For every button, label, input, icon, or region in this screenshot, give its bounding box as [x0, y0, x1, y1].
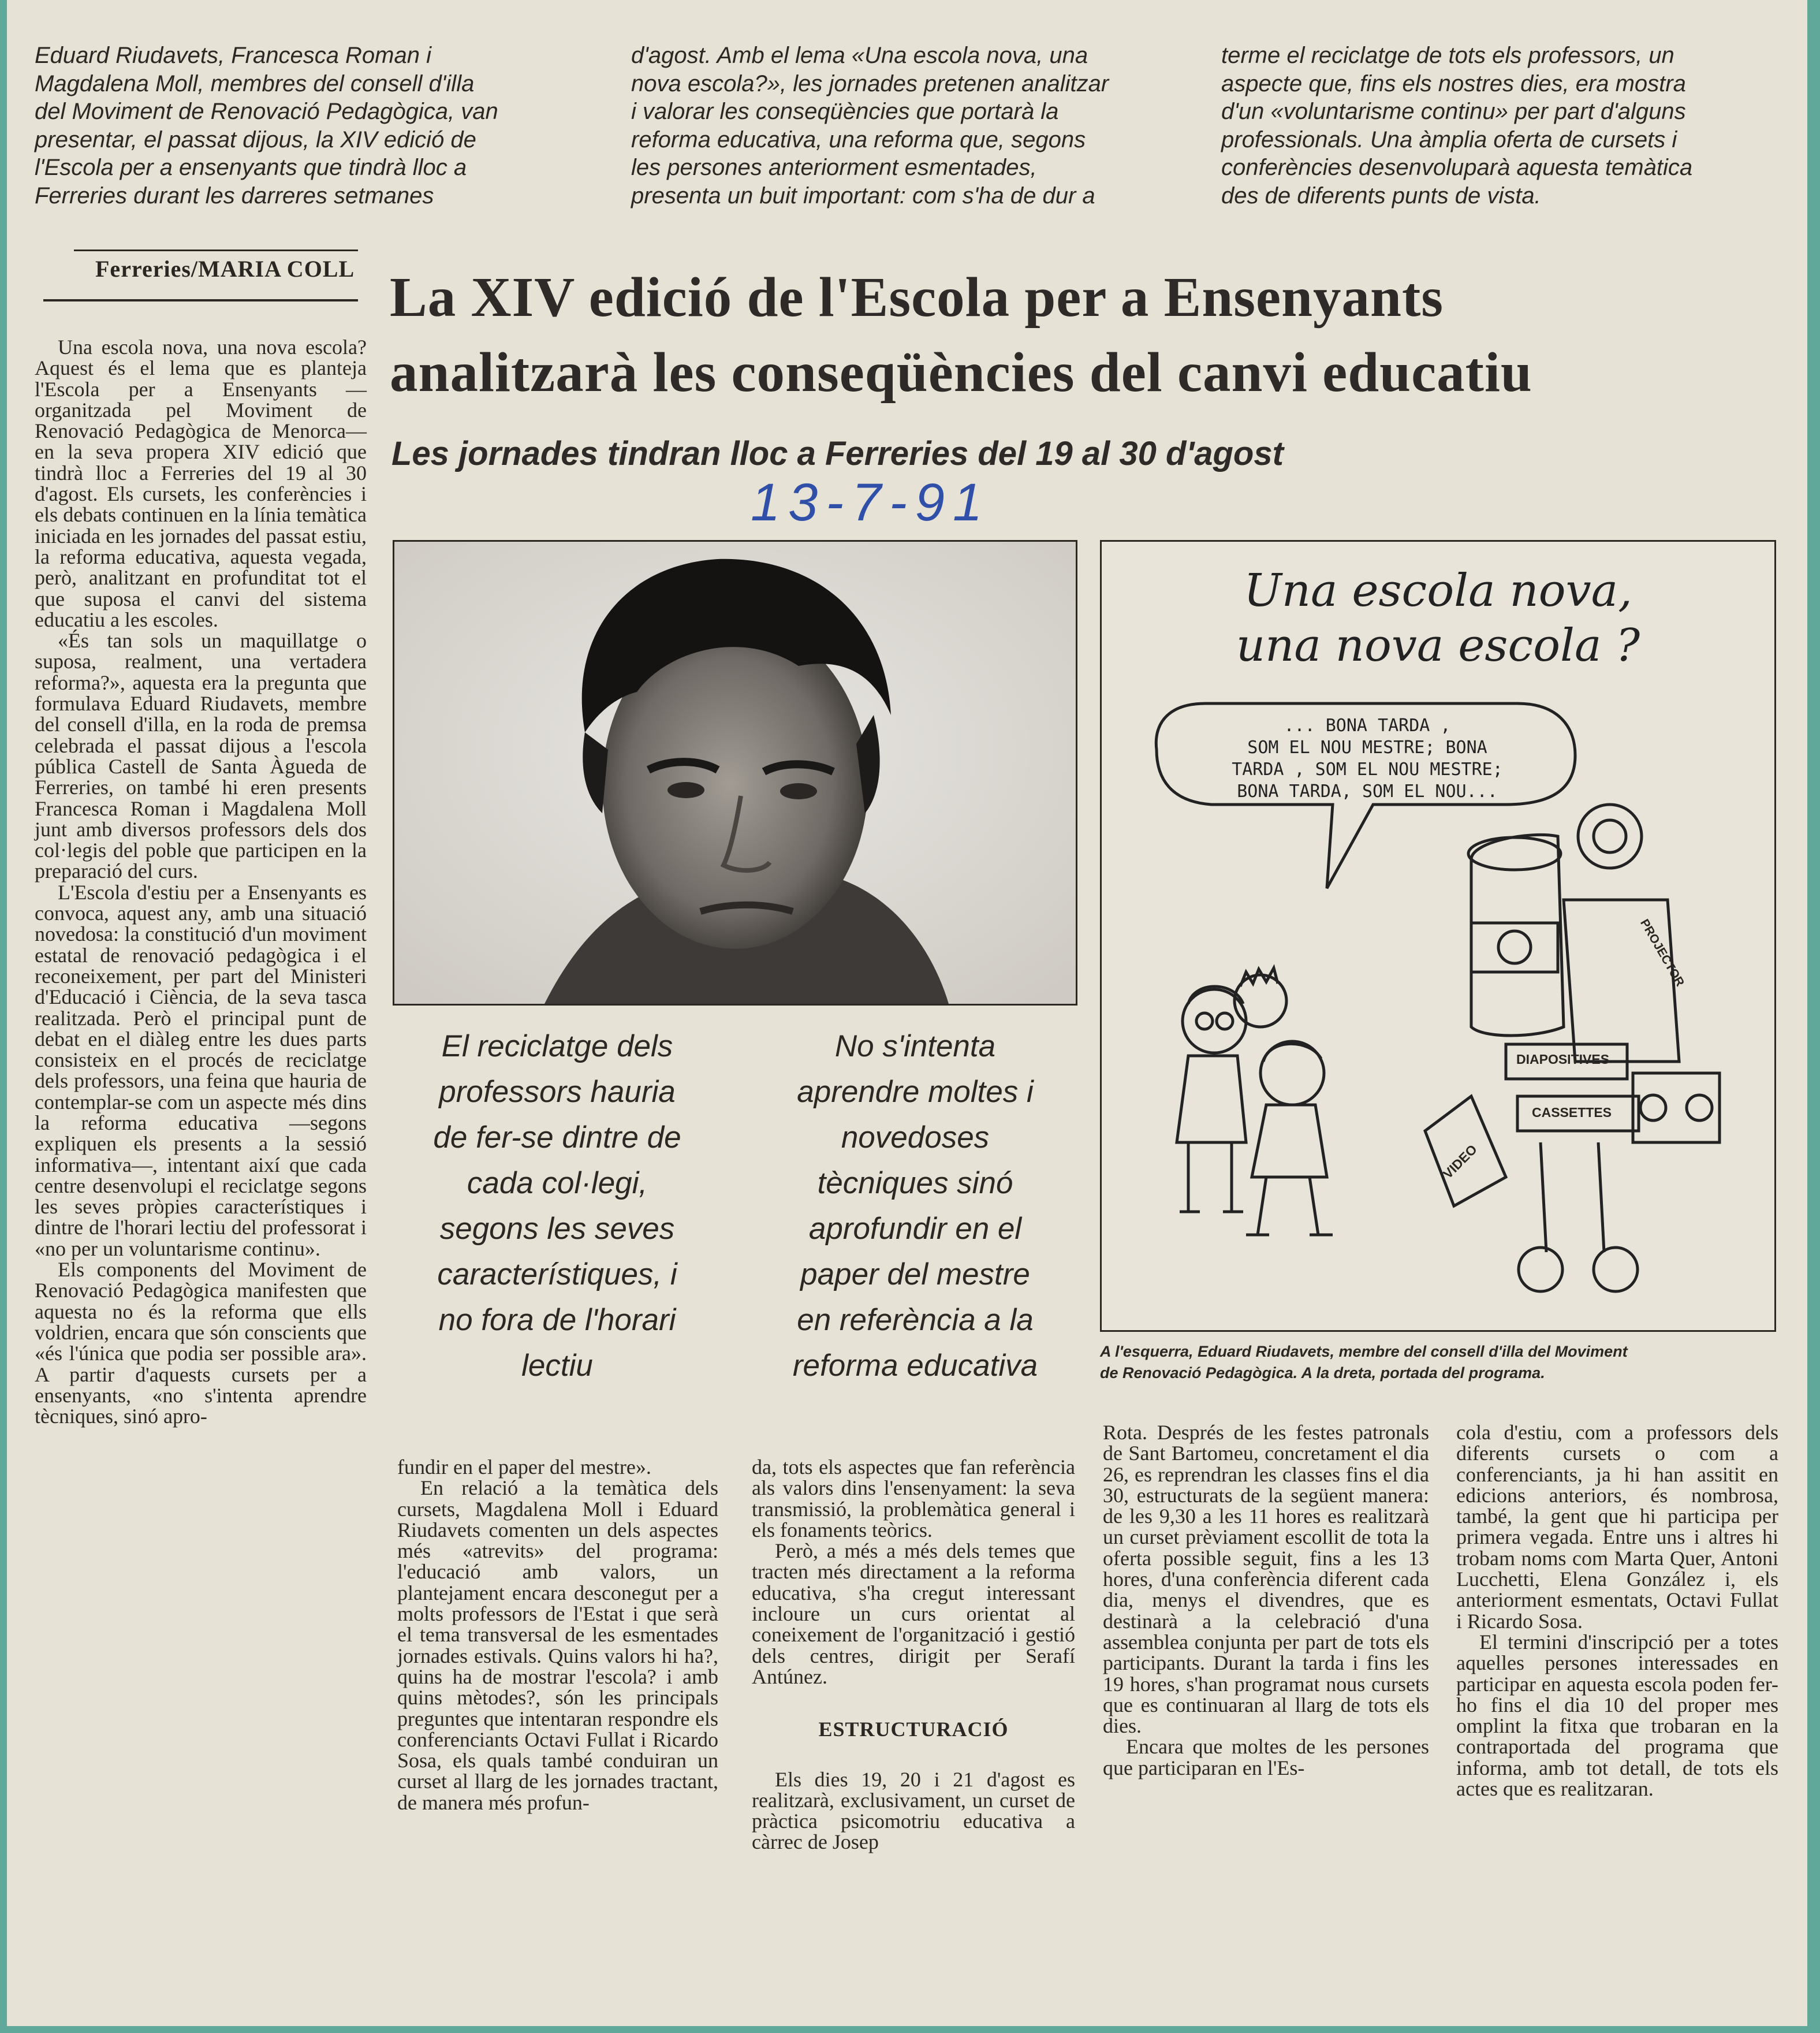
headline-line: La XIV edició de l'Escola per a Ensenyants [390, 266, 1444, 328]
cartoon-drawing [1102, 542, 1774, 1330]
lead-line: des de diferents punts de vista. [1221, 183, 1541, 208]
pullquote-line: segons les seves [439, 1212, 675, 1246]
lead-line: l'Escola per a ensenyants que tindrà lloc a [35, 155, 467, 180]
robot-label-video: VIDEO [1439, 1141, 1480, 1182]
lead-line: reforma educativa, una reforma que, segons [631, 126, 1086, 152]
body-column-4 [1103, 1422, 1429, 1778]
lead-line: conferències desenvoluparà aquesta temàtica [1221, 155, 1693, 180]
speech-line: SOM EL NOU MESTRE; BONA [1247, 738, 1487, 758]
paragraph: Els dies 19, 20 i 21 d'agost es realitzarà, exclusivament, un curset de pràctica psicomotriu educativa a càrrec de Josep [752, 1767, 1075, 1854]
paragraph: En relació a la temàtica dels cursets, Magdalena Moll i Eduard Riudavets comenten un dels aspectes més «atrevits» del programa: l'educació amb valors, un plantejament encara desconegut per a molts professors de l'Estat i que serà el tema transversal de les esmentades jornades estivals. Quins valors hi ha?, quins ha de mostrar l'escola? i amb quins mètodes?, són les principals preguntes que intentaran respondre els conferenciants Octavi Fullat i Ricardo Sosa, els quals també conduiran un curset al llarg de les jornades tractant, de manera més profun- [397, 1476, 718, 1814]
pullquote-line: tècniques sinó [817, 1166, 1013, 1200]
robot-teacher [1425, 805, 1720, 1291]
pullquote-line: aprendre moltes i [797, 1075, 1034, 1109]
lead-line: professionals. Una àmplia oferta de cursets i [1221, 126, 1677, 152]
paragraph: Rota. Després de les festes patronals de Sant Bartomeu, concretament el dia 26, es reprendran les classes fins el dia 30, estructurats de la següent manera: de les 9,30 a les 11 hores es realitzarà un curset prèviament escollit de tota la oferta possible seguit, fins a les 13 hores, d'una conferència diferent cada dia, menys el divendres, que es destinarà a la celebració d'una assemblea conjunta per part de tots els participants. Durant la tarda i fins les 19 hores, s'han programat nous cursets que es continuaran al llarg de tots els dies. [1103, 1421, 1429, 1738]
pullquote-left [378, 1023, 736, 1388]
byline-rule-top [74, 250, 358, 251]
lead-column-1 [35, 42, 554, 210]
portrait-photo [393, 540, 1077, 1006]
lead-line: nova escola?», les jornades pretenen analitzar [631, 70, 1109, 96]
caption-line: de Renovació Pedagògica. A la dreta, portada del programa. [1100, 1364, 1545, 1382]
lead-column-3 [1221, 42, 1787, 210]
lead-line: terme el reciclatge de tots els professors, un [1221, 43, 1674, 68]
lead-line: Magdalena Moll, membres del consell d'illa [35, 70, 475, 96]
lead-line: les persones anteriorment esmentades, [631, 155, 1037, 180]
robot-label-cassettes: CASSETTES [1532, 1105, 1612, 1120]
headline [390, 260, 1787, 410]
program-cover-cartoon [1100, 540, 1776, 1332]
lead-line: aspecte que, fins els nostres dies, era mostra [1221, 70, 1686, 96]
pullquote-line: novedoses [841, 1120, 990, 1155]
pullquote-line: No s'intenta [834, 1029, 996, 1063]
lead-line: d'agost. Amb el lema «Una escola nova, una [631, 43, 1088, 68]
body-column-3 [752, 1457, 1075, 1853]
paragraph: da, tots els aspectes que fan referència als valors dins l'ensenyament: la seva transmissió, la problemàtica general i els fonaments teòrics. [752, 1455, 1075, 1541]
body-column-5 [1456, 1422, 1778, 1799]
paragraph: cola d'estiu, com a professors dels diferents cursets o com a conferenciants, ja hi han assitit en edicions anteriors, és nombrosa, també, la gent que hi participa per primera vegada. Entre uns i altres hi trobam noms com Marta Quer, Antoni Lucchetti, Elena González i, els anteriorment esmentats, Octavi Fullat i Ricardo Sosa. [1456, 1421, 1778, 1633]
pullquote-line: aprofundir en el [808, 1212, 1022, 1246]
speech-line: BONA TARDA, SOM EL NOU... [1237, 781, 1498, 802]
lead-line: presenta un buit important: com s'ha de dur a [631, 183, 1095, 208]
caption-line: A l'esquerra, Eduard Riudavets, membre del consell d'illa del Moviment [1100, 1343, 1628, 1360]
lead-line: i valorar les conseqüències que portarà la [631, 99, 1059, 124]
lead-line: Ferreries durant les darreres setmanes [35, 183, 434, 208]
body-column-2 [397, 1457, 718, 1813]
paragraph: Una escola nova, una nova escola? Aquest és el lema que es planteja l'Escola per a Ensenyants —organitzada pel Moviment de Renovació Pedagògica de Menorca— en la seva propera XIV edició que tindrà lloc a Ferreries del 19 al 30 d'agost. Els cursets, les conferències i els debats continuen en la línia temàtica iniciada en les jornades del passat estiu, la reforma educativa, aquesta vegada, però, analitzant en profunditat tot el que suposa el canvi del sistema educatiu a les escoles. [35, 336, 367, 631]
speech-line: TARDA , SOM EL NOU MESTRE; [1232, 759, 1503, 780]
section-heading: ESTRUCTURACIÓ [818, 1718, 1009, 1741]
byline-rule-bottom [43, 299, 358, 301]
speech-line: ... BONA TARDA , [1284, 716, 1451, 736]
speech-bubble-text [1188, 715, 1546, 803]
lead-line: presentar, el passat dijous, la XIV edició de [35, 126, 476, 152]
cartoon-title-line-1: Una escola nova, [1244, 565, 1632, 617]
handwritten-date: 13-7-91 [751, 473, 991, 532]
lead-line: Eduard Riudavets, Francesca Roman i [35, 43, 431, 68]
paragraph: Els components del Moviment de Renovació Pedagògica manifesten que aquesta no és la reforma que ells voldrien, encara que són conscients que «és l'única que podia ser possible ara». A partir d'aquests cursets per a ensenyants, «no s'intenta aprendre tècniques, sinó apro- [35, 1258, 367, 1428]
paragraph: «És tan sols un maquillatge o suposa, realment, una vertadera reforma?», aquesta era la pregunta que formulava Eduard Riudavets, membre del consell d'illa, en la roda de premsa celebrada el passat dijous a l'escola pública Castell de Santa Àgueda de Ferreries, on també hi eren presents Francesca Roman i Magdalena Moll junt amb diversos professors dels dos col·legis del poble que participen en la preparació del curs. [35, 629, 367, 883]
paragraph: El termini d'inscripció per a totes aquelles persones interessades en participar en aquesta escola poden fer-ho fins el dia 10 del proper mes omplint la fitxa que trobaran en la contraportada del programa que informa, amb tot detall, de tots els actes que es realitzaran. [1456, 1630, 1778, 1801]
paragraph: L'Escola d'estiu per a Ensenyants es convoca, aquest any, amb una situació novedosa: la constitució d'un moviment estatal de renovació pedagògica i el reconeixement, per part del Ministeri d'Educació i Ciència, de la seva tasca realitzada. Però el principal punt de debat en el diàleg entre les dues parts consisteix en el procés de reciclatge dels professors, una feina que hauria de contemplar-se com un aspecte més dins la reforma educativa —segons expliquen els presents a la sessió informativa—, intentant així que cada centre desenvolupi el reciclatge segons les seves pròpies característiques i dintre de l'horari lectiu del professorat i «no per un voluntarisme continu». [35, 880, 367, 1260]
robot-label-projector: PROJECTOR [1638, 917, 1687, 989]
cartoon-title-line-2: una nova escola ? [1236, 620, 1640, 672]
pullquote-line: professors hauria [439, 1075, 676, 1109]
paragraph: Però, a més a més dels temes que tracten més directament a la reforma educativa, s'ha cregut interessant incloure un curs orientat al coneixement de l'organització i gestió dels centres, dirigit per Serafí Antúnez. [752, 1539, 1075, 1688]
pullquote-line: paper del mestre [800, 1257, 1030, 1291]
photo-caption [1100, 1341, 1787, 1384]
lead-column-2 [631, 42, 1185, 210]
pullquote-right [736, 1023, 1094, 1388]
lead-line: del Moviment de Renovació Pedagògica, van [35, 99, 498, 124]
pullquote-line: El reciclatge dels [441, 1029, 673, 1063]
pullquote-line: no fora de l'horari [438, 1303, 676, 1337]
kids-figures [1177, 968, 1333, 1235]
body-column-1 [35, 337, 367, 1427]
pullquote-line: característiques, i [437, 1257, 677, 1291]
pullquote-line: cada col·legi, [467, 1166, 648, 1200]
portrait-illustration [394, 542, 1076, 1004]
byline: Ferreries/MARIA COLL [95, 256, 355, 282]
paragraph: Encara que moltes de les persones que participaran en l'Es- [1103, 1735, 1429, 1779]
headline-line: analitzarà les conseqüències del canvi educatiu [390, 341, 1532, 403]
lead-line: d'un «voluntarisme continu» per part d'alguns [1221, 99, 1686, 124]
paragraph: fundir en el paper del mestre». [397, 1455, 651, 1479]
robot-label-diapositives: DIAPOSITIVES [1516, 1052, 1610, 1067]
pullquote-line: reforma educativa [792, 1349, 1038, 1383]
pullquote-line: lectiu [521, 1349, 593, 1383]
pullquote-line: en referència a la [797, 1303, 1034, 1337]
pullquote-line: de fer-se dintre de [433, 1120, 681, 1155]
subheadline: Les jornades tindran lloc a Ferreries del 19 al 30 d'agost [391, 435, 1284, 472]
